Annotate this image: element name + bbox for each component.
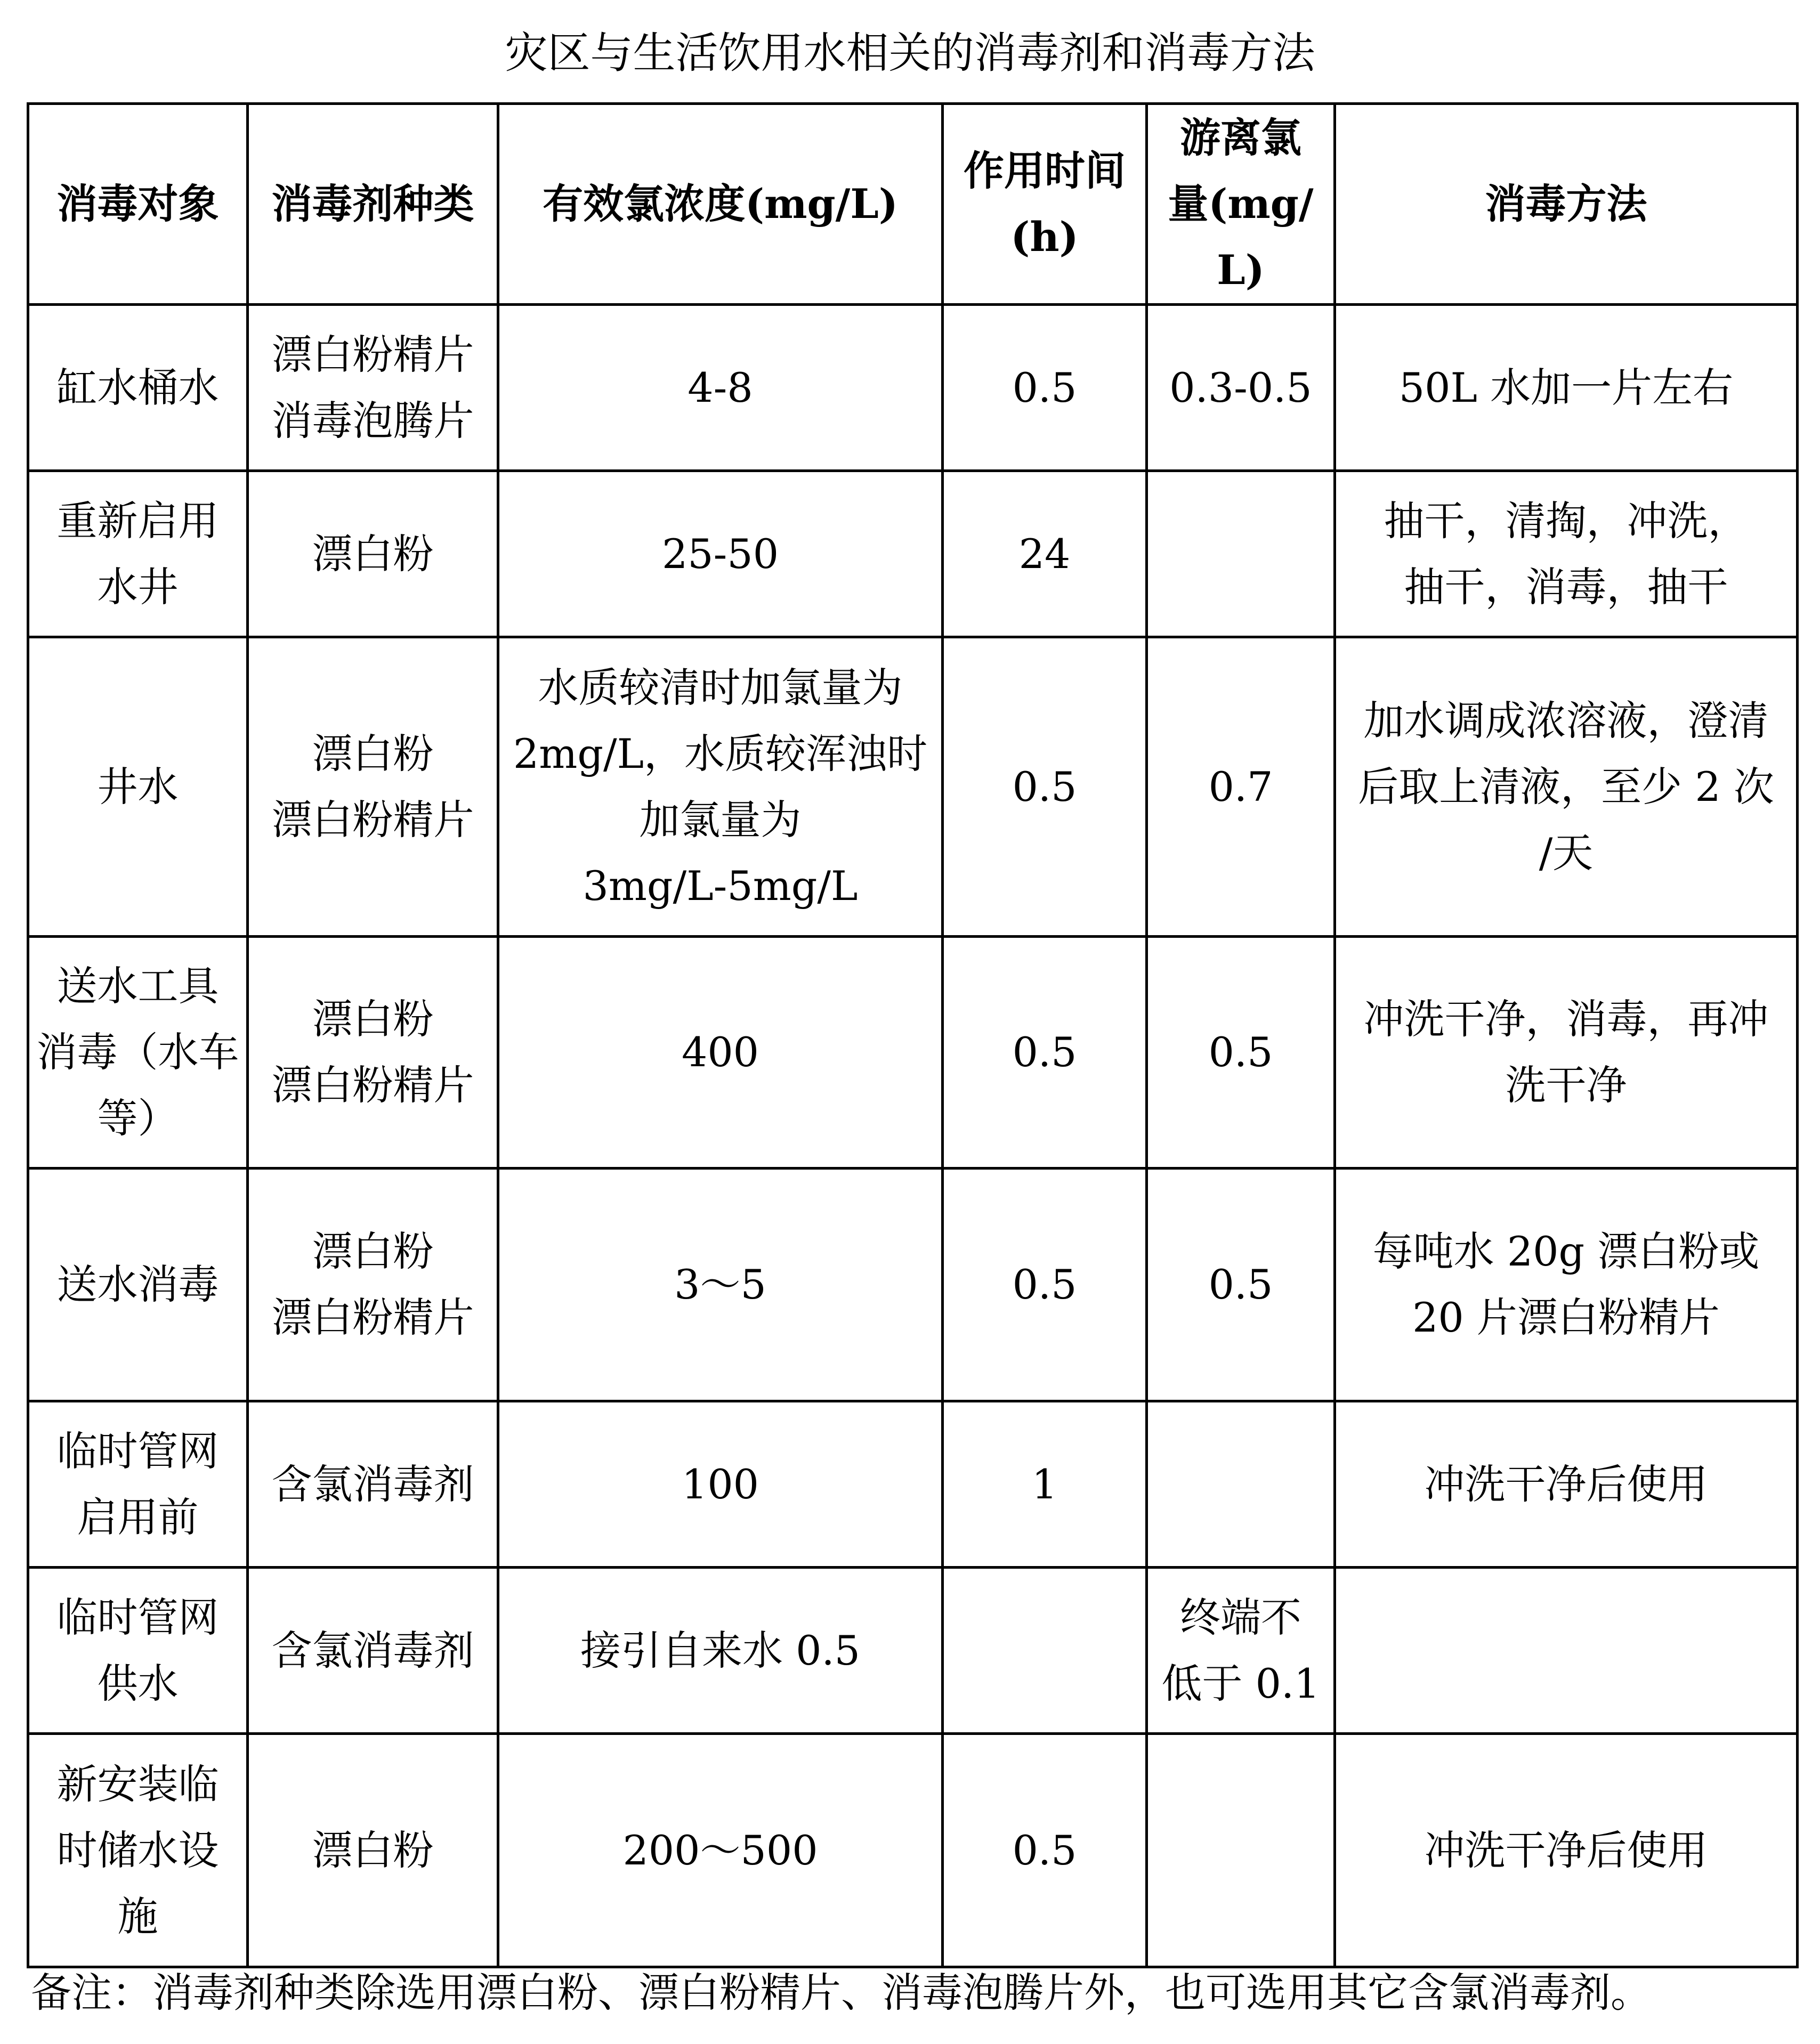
table-cell: 冲洗干净后使用 [1335,1734,1798,1967]
table-cell: 每吨水 20g 漂白粉或 20 片漂白粉精片 [1335,1169,1798,1401]
table-cell: 含氯消毒剂 [248,1568,498,1734]
table-cell [943,1568,1147,1734]
header-cell: 消毒对象 [28,104,248,305]
header-cell: 有效氯浓度(mg/L) [498,104,943,305]
header-cell: 消毒剂种类 [248,104,498,305]
header-cell: 游离氯 量(mg/L) [1147,104,1335,305]
table-cell: 25-50 [498,471,943,637]
table-cell: 0.7 [1147,637,1335,937]
table-cell: 50L 水加一片左右 [1335,305,1798,471]
table-cell: 抽干，清掏，冲洗， 抽干，消毒，抽干 [1335,471,1798,637]
table-cell: 0.3-0.5 [1147,305,1335,471]
table-cell: 漂白粉 漂白粉精片 [248,1169,498,1401]
table-row [28,1734,1798,1967]
table-cell: 1 [943,1401,1147,1568]
table-cell: 100 [498,1401,943,1568]
table-cell: 冲洗干净后使用 [1335,1401,1798,1568]
table-row [28,471,1798,637]
table-row [28,305,1798,471]
table-row [28,937,1798,1169]
table-cell [1147,1734,1335,1967]
table-cell: 临时管网 启用前 [28,1401,248,1568]
table-cell: 0.5 [943,1169,1147,1401]
table-cell: 送水工具 消毒（水车 等） [28,937,248,1169]
table-cell: 漂白粉精片 消毒泡腾片 [248,305,498,471]
disinfection-table [27,102,1799,1968]
table-cell: 0.5 [1147,1169,1335,1401]
table-cell: 井水 [28,637,248,937]
table-cell [1335,1568,1798,1734]
table-cell: 接引自来水 0.5 [498,1568,943,1734]
header-cell: 作用时间 (h) [943,104,1147,305]
table-cell: 重新启用 水井 [28,471,248,637]
table-cell: 0.5 [943,305,1147,471]
table-cell: 漂白粉 [248,1734,498,1967]
page-title: 灾区与生活饮用水相关的消毒剂和消毒方法 [505,28,1315,78]
table-cell: 4-8 [498,305,943,471]
table-cell: 200～500 [498,1734,943,1967]
table-row [28,1401,1798,1568]
table-cell: 0.5 [943,637,1147,937]
table-cell: 漂白粉 漂白粉精片 [248,637,498,937]
table-cell: 缸水桶水 [28,305,248,471]
header-cell: 消毒方法 [1335,104,1798,305]
table-cell: 0.5 [1147,937,1335,1169]
table-row [28,637,1798,937]
table-cell: 0.5 [943,1734,1147,1967]
table-cell: 冲洗干净，消毒，再冲 洗干净 [1335,937,1798,1169]
table-row [28,1169,1798,1401]
table-cell: 送水消毒 [28,1169,248,1401]
table-cell: 加水调成浓溶液，澄清 后取上清液，至少 2 次 /天 [1335,637,1798,937]
table-cell: 终端不 低于 0.1 [1147,1568,1335,1734]
table-cell [1147,471,1335,637]
table-cell: 水质较清时加氯量为 2mg/L，水质较浑浊时 加氯量为 3mg/L-5mg/L [498,637,943,937]
table-cell: 24 [943,471,1147,637]
table-cell: 漂白粉 [248,471,498,637]
table-cell: 含氯消毒剂 [248,1401,498,1568]
table-cell [1147,1401,1335,1568]
footnote: 备注：消毒剂种类除选用漂白粉、漂白粉精片、消毒泡腾片外，也可选用其它含氯消毒剂。 [31,1969,1651,2016]
table-cell: 3～5 [498,1169,943,1401]
table-cell: 临时管网 供水 [28,1568,248,1734]
table-cell: 0.5 [943,937,1147,1169]
table-row [28,1568,1798,1734]
header-row [28,104,1798,305]
table-cell: 漂白粉 漂白粉精片 [248,937,498,1169]
table-cell: 400 [498,937,943,1169]
table-cell: 新安装临 时储水设 施 [28,1734,248,1967]
